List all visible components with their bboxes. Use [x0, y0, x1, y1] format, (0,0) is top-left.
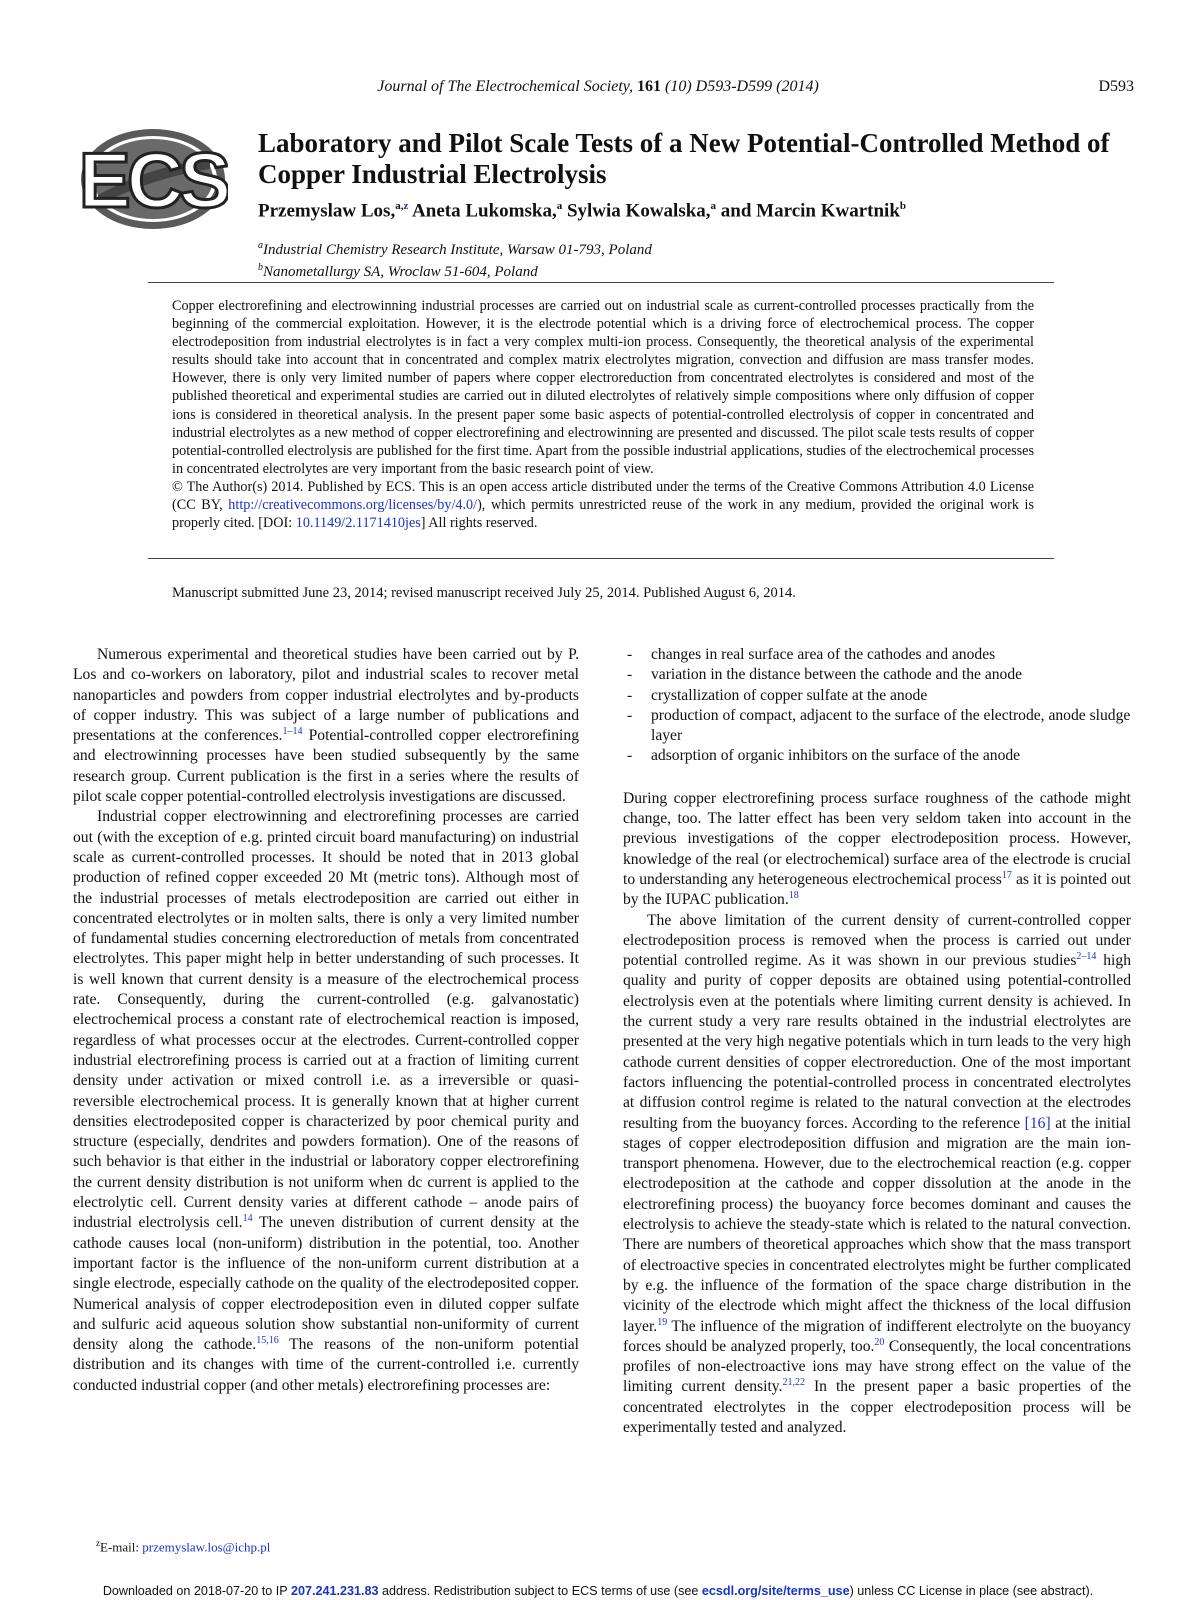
author-2: Aneta Lukomska, [412, 200, 557, 222]
download-notice: Downloaded on 2018-07-20 to IP 207.241.231.83 address. Redistribution subject to ECS terms of use (see ecsdl.org/site/terms_use) unless CC License in place (see abstract). [102, 1584, 1094, 1598]
citation-link[interactable]: 14 [242, 1213, 253, 1225]
list-item: - production of compact, adjacent to the surface of the electrode, anode sludge layer [623, 706, 1131, 747]
ip-address: 207.241.231.83 [290, 1584, 379, 1598]
list-item: - crystallization of copper sulfate at the anode [623, 686, 1131, 706]
author-list [258, 200, 906, 222]
paragraph: The above limitation of the current density of current-controlled copper electrodeposition process is removed when the process is carried out under potential controlled regime. As it was shown in our previous studies$^{2-14}$ high quality and purity of copper deposits are obtained using potential-controlled electrolysis even at the potentials where limiting current density is achieved. In the current study a very rare results obtained in the industrial electrolytes are presented at the very high negative potentials which in turn leads to the very high cathode current densities of copper electroreduction. One of the most important factors influencing the potential-controlled process in concentrated electrolytes at diffusion control regime is related to the natural convection at the electrodes resulting from the buoyancy forces. According to the reference [16] at the initial stages of copper electrodeposition diffusion and migration are the main ion-transport phenomena. However, due to the electrochemical reaction (e.g. copper electrodeposition at the cathode and copper dissolution at the anode in the electrorefining process) the buoyancy force becomes dominant and causes the electrolysis to achieve the steady-state which is related to the natural convection. There are numbers of theoretical approaches which show that the mass transport of electroactive species in concentrated electrolytes might be further complicated by e.g. the influence of the formation of the space charge distribution in the vicinity of the electrode which might affect the thickness of the local diffusion layer.$^{19}$ The influence of the migration of indifferent electrolyte on the buoyancy forces should be analyzed properly, too.$^{20}$ Consequently, the local concentrations profiles of non-electroactive ions may have strong effect on the value of the limiting current density.$^{21,22}$ In the present paper a basic properties of the concentrated electrolytes in the copper electrodeposition process will be experimentally tested and analyzed. [623, 911, 1131, 1436]
terms-link[interactable]: ecsdl.org/site/terms_use [701, 1584, 850, 1598]
doi-link[interactable]: 10.1149/2.1171410jes [295, 515, 421, 532]
journal-issue-pages: (10) D593-D599 (2014) [665, 78, 819, 95]
citation-link[interactable]: 1–14 [282, 726, 303, 737]
author-4-aff: b [899, 200, 907, 212]
email-link[interactable]: przemyslaw.los@ichp.pl [142, 1539, 271, 1555]
journal-name: Journal of The Electrochemical Society [377, 78, 630, 95]
corresponding-author-link[interactable]: z [403, 200, 409, 212]
license-link[interactable]: http://creativecommons.org/licenses/by/4.0/ [228, 497, 478, 514]
logo-text: ECS [78, 136, 228, 224]
author-2-aff: a [556, 200, 563, 212]
citation-link[interactable]: 17 [1001, 869, 1012, 881]
author-4: and Marcin Kwartnik [720, 200, 900, 222]
list-item: - changes in real surface area of the cathodes and anodes [623, 645, 1131, 665]
journal-volume: 161 [637, 78, 662, 95]
journal-header: Journal of The Electrochemical Society, 161 (10) D593-D599 (2014) [377, 78, 819, 95]
ecs-logo [78, 125, 228, 233]
citation-link[interactable]: 18 [788, 890, 799, 902]
citation-link[interactable]: 19 [657, 1316, 668, 1328]
abstract-top-rule [148, 282, 1054, 283]
affiliation-b: $^b$Nanometallurgy SA, Wroclaw 51-604, Poland [258, 262, 538, 280]
citation-link[interactable]: 20 [874, 1336, 885, 1348]
article-title: Laboratory and Pilot Scale Tests of a New Potential-Controlled Method of Copper Industrial Electrolysis [258, 128, 1110, 189]
citation-link[interactable]: 2–14 [1076, 950, 1097, 962]
affiliations [258, 237, 652, 281]
list-item: - adsorption of organic inhibitors on the surface of the anode [623, 746, 1131, 766]
manuscript-dates: Manuscript submitted June 23, 2014; revised manuscript received July 25, 2014. Published August 6, 2014. [172, 585, 796, 601]
page-number: D593 [1098, 78, 1134, 95]
list-item: - variation in the distance between the cathode and the anode [623, 665, 1131, 685]
bullet-list [623, 645, 1131, 767]
abstract-text: Copper electrorefining and electrowinning industrial processes are carried out on industrial scale as current-controlled processes practically from the beginning of the commercial exploitation. However, it is the electrode potential which is a driving force of electrochemical process. The copper electrodeposition from industrial electrolytes is in fact a very complex multi-ion process. Consequently, the theoretical analysis of the experimental results should take into account that in concentrated and complex matrix electrolytes migration, convection and diffusion are mass transfer modes. However, there is only very limited number of papers where copper electroreduction from concentrated electrolytes is considered and most of the published theoretical and experimental studies are carried out in diluted electrolytes of relatively simple compositions where only diffusion of copper ions is considered in theoretical analysis. In the present paper some basic aspects of potential-controlled electrolysis of copper in concentrated and industrial electrolytes as a new method of copper electrorefining and electrowinning are presented and discussed. The pilot scale tests results of copper potential-controlled electrolysis are published for the first time. Apart from the possible industrial applications, studies of the electrochemical processes in concentrated electrolytes are very important from the basic research point of view. [172, 298, 1034, 477]
body-right-column [623, 645, 1131, 1438]
paragraph: Industrial copper electrowinning and electrorefining processes are carried out (with the exception of e.g. printed circuit board manufacturing) on industrial scale as current-controlled processes. It should be noted that in 2013 global production of refined copper exceeded 20 Mt (metric tons). Although most of the industrial processes of metals electrodeposition are carried out either in concentrated electrolytes or in molten salts, there is only a very limited number of fundamental studies concerning electroreduction of metals from concentrated electrolytes. This paper might help in better understanding of such processes. It is well known that current density is a measure of the electrochemical process rate. Consequently, during the current-controlled (e.g. galvanostatic) electrochemical process a constant rate of electrochemical reaction is imposed, regardless of what processes occur at the electrodes. Current-controlled copper industrial electrorefining process is carried out at a fraction of limiting current density under activation or mixed controll i.e. as a irreversible or quasi-reversible electrochemical process. It is generally known that at higher current densities electrodeposited copper is characterized by poor chemical purity and structure (especially, dendrites and powders formation). One of the reasons of such behavior is that either in the industrial or laboratory copper electrorefining the current density distribution is not uniform when dc current is applied to the electrolytic cell. Current density varies at different cathode – anode pairs of industrial electrolysis cell.$^{14}$ The uneven distribution of current density at the cathode causes local (non-uniform) distribution in the potential, too. Another important factor is the influence of the non-uniform current distribution at a single electrode, especially cathode on the quality of the electrodeposited copper. Numerical analysis of copper electrodeposition even in diluted copper sulfate and sulfuric acid aqueous solution show substantial non-uniformity of current density along the cathode.$^{15,16}$ The reasons of the non-uniform potential distribution and its changes with time of the current-controlled i.e. currently conducted industrial copper (and other metals) electrorefining processes are: [73, 808, 579, 1394]
license-statement: © The Author(s) 2014. Published by ECS. This is an open access article distributed under the terms of the Creative Commons Attribution 4.0 License (CC BY, http://creativecommons.org/licenses/by/4.0/), which permits unrestricted reuse of the work in any medium, provided the original work is properly cited. [DOI: 10.1149/2.1171410jes] All rights reserved. [172, 478, 1034, 532]
author-1: Przemyslaw Los, [258, 200, 396, 222]
citation-link[interactable]: [16] [1024, 1114, 1051, 1132]
abstract [172, 297, 1034, 532]
paragraph: During copper electrorefining process surface roughness of the cathode might change, too. The latter effect has been very seldom taken into account in the previous investigations of the copper electrodeposition process. However, knowledge of the real (or electrochemical) surface area of the electrode is crucial to understanding any heterogeneous electrochemical process$^{17}$ as it is pointed out by the IUPAC publication.$^{18}$ [623, 789, 1131, 909]
author-3: Sylwia Kowalska, [566, 200, 711, 222]
author-1-aff: a, [395, 200, 404, 212]
citation-link[interactable]: 15,16 [256, 1334, 279, 1346]
footnote: $^z$E-mail: przemyslaw.los@ichp.pl [96, 1538, 271, 1555]
affiliation-a: $^a$Industrial Chemistry Research Institute, Warsaw 01-793, Poland [258, 240, 652, 258]
citation-link[interactable]: 21,22 [782, 1377, 805, 1389]
author-3-aff: a [710, 200, 717, 212]
paragraph: Numerous experimental and theoretical studies have been carried out by P. Los and co-workers on laboratory, pilot and industrial scales to recover metal nanoparticles and powders from copper industrial electrolytes and by-products of copper industry. This was subject of a large number of publications and presentations at the conferences.$^{1-14}$ Potential-controlled copper electrorefining and electrowinning processes have been studied subsequently by the same research group. Current publication is the first in a series where the results of pilot scale copper potential-controlled electrolysis investigations are discussed. [73, 646, 579, 806]
body-left-column [73, 645, 579, 1396]
abstract-bottom-rule [148, 558, 1054, 559]
